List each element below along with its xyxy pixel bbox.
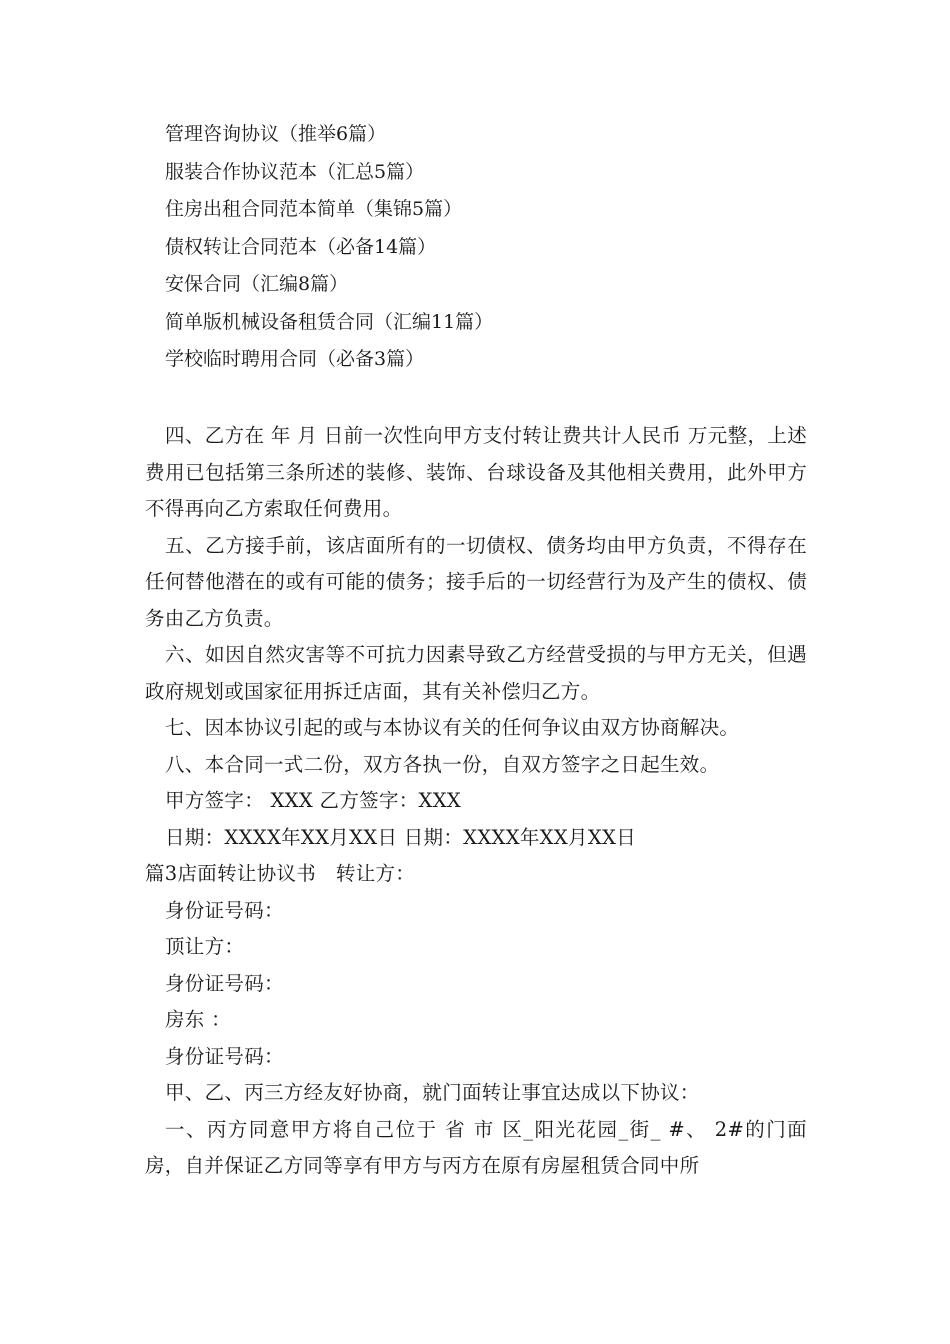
agreement-intro: 甲、乙、丙三方经友好协商，就门面转让事宜达成以下协议：: [165, 1081, 700, 1104]
related-link-school-employment[interactable]: 学校临时聘用合同（必备3篇）: [165, 348, 425, 370]
related-link-debt-transfer[interactable]: 债权转让合同范本（必备14篇）: [165, 235, 437, 258]
related-link-management-consulting[interactable]: 管理咨询协议（推举6篇）: [165, 123, 387, 145]
clause-7: 七、因本协议引起的或与本协议有关的任何争议由双方协商解决。: [165, 716, 740, 739]
clause-8: 八、本合同一式二份，双方各执一份，自双方签字之日起生效。: [165, 752, 720, 776]
related-link-equipment-lease[interactable]: 简单版机械设备租赁合同（汇编11篇）: [165, 310, 494, 333]
related-link-security-contract[interactable]: 安保合同（汇编8篇）: [165, 273, 349, 295]
signature-line: 甲方签字： XXX 乙方签字：XXX: [165, 789, 462, 812]
transferee-id-field: 身份证号码：: [165, 971, 284, 995]
clause-6: 六、如因自然灾害等不可抗力因素导致乙方经营受损的与甲方无关，但遇政府规划或国家征用拆迁店面，其有关补偿归乙方。: [145, 643, 807, 703]
section-3-clause-1: 一、丙方同意甲方将自己位于 省 市 区_阳光花园_街_ #、 2#的门面房，自并保证乙方同等享有甲方与丙方在原有房屋租赁合同中所: [145, 1117, 807, 1177]
clause-5: 五、乙方接手前，该店面所有的一切债权、债务均由甲方负责，不得存在任何替他潜在的或有可能的债务；接手后的一切经营行为及产生的债权、债务由乙方负责。: [145, 533, 807, 630]
landlord-field: 房东 ：: [165, 1008, 231, 1031]
clause-4: 四、乙方在 年 月 日前一次性向甲方支付转让费共计人民币 万元整，上述费用已包括第三条所述的装修、装饰、台球设备及其他相关费用，此外甲方不得再向乙方索取任何费用。: [145, 424, 807, 520]
related-links-list: [165, 116, 493, 379]
related-link-clothing-cooperation[interactable]: 服装合作协议范本（汇总5篇）: [165, 160, 425, 183]
transferee-field: 顶让方：: [165, 935, 245, 958]
document-body: [145, 418, 807, 1185]
landlord-id-field: 身份证号码：: [165, 1044, 284, 1068]
related-link-housing-rental[interactable]: 住房出租合同范本简单（集锦5篇）: [165, 198, 463, 220]
date-line: 日期：XXXX年XX月XX日 日期：XXXX年XX月XX日: [165, 825, 637, 849]
section-3-heading: 篇3店面转让协议书 转让方：: [145, 862, 416, 885]
transferor-id-field: 身份证号码：: [165, 898, 284, 922]
